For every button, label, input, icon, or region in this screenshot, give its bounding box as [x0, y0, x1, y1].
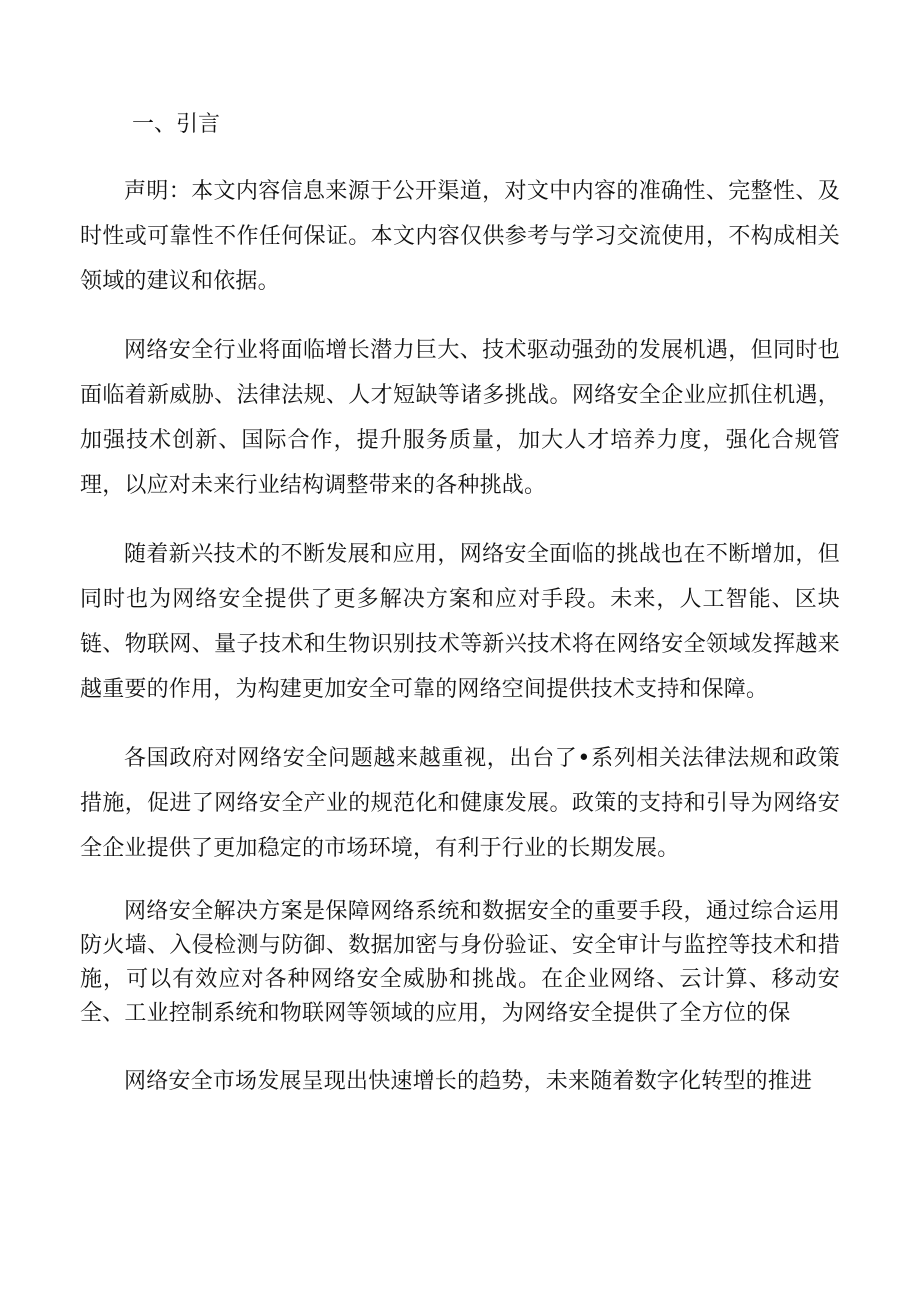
body-paragraph: 网络安全市场发展呈现出快速增长的趋势，未来随着数字化转型的推进 — [124, 1069, 813, 1094]
document-body — [80, 105, 840, 1128]
section-heading: 一、引言 — [132, 112, 221, 137]
body-paragraph: 网络安全行业将面临增长潜力巨大、技术驱动强劲的发展机遇，但同时也面临着新威胁、法律法规、人才短缺等诸多挑战。网络安全企业应抓住机遇，加强技术创新、国际合作，提升服务质量，加大人才培养力度，强化合规管理，以应对未来行业结构调整带来的各种挑战。 — [80, 338, 840, 498]
body-paragraph: 随着新兴技术的不断发展和应用，网络安全面临的挑战也在不断增加，但同时也为网络安全提供了更多解决方案和应对手段。未来，人工智能、区块链、物联网、量子技术和生物识别技术等新兴技术将在网络安全领域发挥越来越重要的作用，为构建更加安全可靠的网络空间提供技术支持和保障。 — [80, 542, 840, 702]
body-paragraph: 各国政府对网络安全问题越来越重视，出台了•系列相关法律法规和政策措施，促进了网络安全产业的规范化和健康发展。政策的支持和引导为网络安全企业提供了更加稳定的市场环境，有利于行业的长期发展。 — [80, 746, 840, 861]
disclaimer-paragraph: 声明：本文内容信息来源于公开渠道，对文中内容的准确性、完整性、及时性或可靠性不作任何保证。本文内容仅供参考与学习交流使用，不构成相关领域的建议和依据。 — [80, 179, 840, 294]
body-paragraph: 网络安全解决方案是保障网络系统和数据安全的重要手段，通过综合运用防火墙、入侵检测与防御、数据加密与身份验证、安全审计与监控等技术和措施，可以有效应对各种网络安全威胁和挑战。在企业网络、云计算、移动安全、工业控制系统和物联网等领域的应用，为网络安全提供了全方位的保 — [80, 899, 840, 1026]
